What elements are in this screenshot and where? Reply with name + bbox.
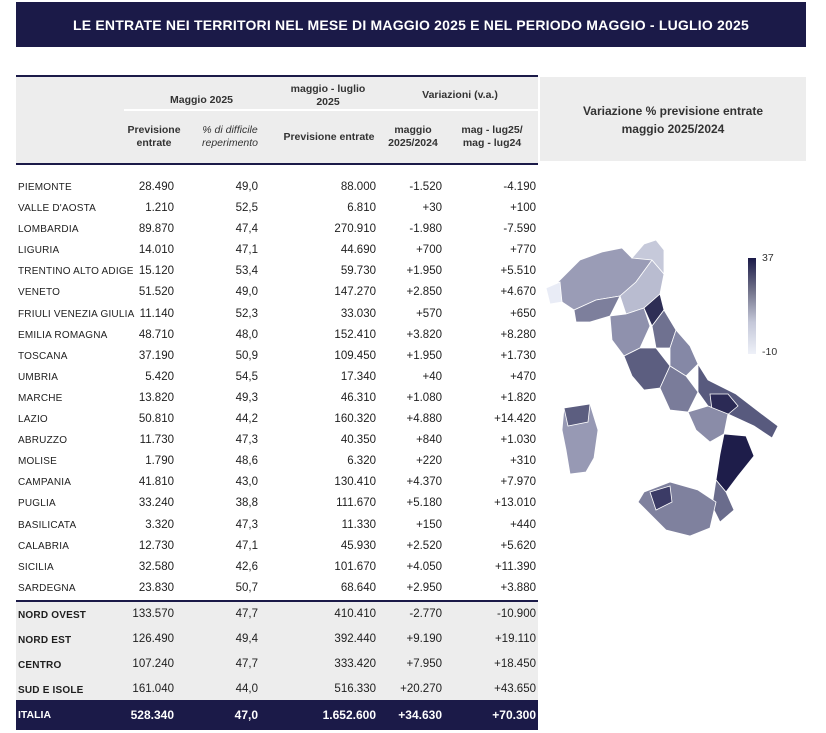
row-var-periodo: +650	[510, 307, 536, 320]
row-previsione: 33.240	[138, 497, 174, 510]
row-difficile: 47,3	[235, 434, 258, 447]
row-region-name: NORD EST	[18, 635, 72, 646]
table-header	[16, 75, 538, 165]
row-previsione: 32.580	[138, 560, 174, 573]
row-difficile: 48,0	[235, 328, 258, 341]
table-row	[16, 516, 538, 537]
map-color-legend	[748, 258, 756, 354]
row-var-mese: +4.050	[406, 560, 442, 573]
header-group-periodo-line2: 2025	[316, 96, 340, 108]
row-var-mese: +3.820	[406, 328, 442, 341]
row-region-name: PUGLIA	[18, 498, 56, 510]
row-var-periodo: +770	[510, 244, 536, 257]
row-periodo: 17.340	[340, 370, 376, 383]
map-area-sicilia	[638, 482, 716, 536]
row-difficile: 44,0	[235, 683, 258, 695]
row-difficile: 54,5	[235, 370, 258, 383]
table-row	[16, 627, 538, 652]
header-difficile-line2: reperimento	[201, 137, 259, 149]
header-difficile-line1: % di difficile	[202, 124, 258, 136]
row-var-periodo: +19.110	[494, 633, 536, 645]
table-row	[16, 389, 538, 410]
row-region-name: PIEMONTE	[18, 182, 72, 193]
row-periodo: 410.410	[334, 608, 376, 620]
row-difficile: 47,1	[235, 539, 258, 552]
row-var-periodo: +11.390	[494, 560, 536, 573]
table-row	[16, 262, 538, 283]
table-row	[16, 473, 538, 494]
row-region-name: VALLE D'AOSTA	[18, 203, 97, 215]
row-difficile: 52,5	[235, 202, 258, 215]
row-previsione: 161.040	[132, 683, 174, 695]
table-row	[16, 199, 538, 220]
table-row	[16, 283, 538, 304]
row-var-periodo: +18.450	[494, 658, 536, 670]
header-periodo: Previsione entrate	[283, 131, 375, 143]
row-var-mese: +4.370	[406, 476, 442, 489]
header-previsione-line1: Previsione	[127, 124, 181, 136]
row-var-mese: +220	[416, 455, 442, 468]
row-difficile: 49,4	[235, 633, 258, 645]
row-region-name: UMBRIA	[18, 371, 59, 383]
row-region-name: SICILIA	[18, 561, 54, 573]
row-var-mese: -1.520	[409, 181, 442, 193]
total-diff: 47,0	[234, 708, 258, 722]
row-periodo: 45.930	[340, 539, 376, 552]
row-var-mese: +2.520	[406, 539, 442, 552]
row-region-name: LIGURIA	[18, 245, 60, 257]
row-periodo: 392.440	[334, 633, 376, 645]
row-var-periodo: -4.190	[503, 181, 536, 193]
row-var-periodo: +4.670	[500, 286, 536, 299]
header-var-periodo-line2: mag - lug24	[462, 137, 522, 149]
row-var-periodo: +440	[510, 518, 536, 531]
row-periodo: 270.910	[334, 223, 376, 236]
row-region-name: TOSCANA	[18, 350, 68, 362]
table-row	[16, 602, 538, 627]
row-region-name: CAMPANIA	[18, 477, 72, 489]
row-difficile: 42,6	[235, 560, 258, 573]
row-periodo: 152.410	[334, 328, 376, 341]
row-previsione: 37.190	[138, 349, 174, 362]
header-var-mese	[380, 124, 446, 150]
table-row	[16, 452, 538, 473]
map-area-calabria-north	[716, 434, 754, 492]
row-region-name: LAZIO	[18, 414, 48, 426]
total-var-periodo: +70.300	[492, 708, 536, 722]
row-var-periodo: +5.510	[500, 265, 536, 278]
table-row	[16, 431, 538, 452]
row-region-name: CALABRIA	[18, 540, 70, 552]
row-var-periodo: +1.730	[500, 349, 536, 362]
row-var-periodo: +14.420	[494, 413, 536, 426]
row-previsione: 89.870	[138, 223, 174, 236]
row-difficile: 47,1	[235, 244, 258, 257]
row-var-mese: +840	[416, 434, 442, 447]
row-var-periodo: +3.880	[500, 581, 536, 594]
row-difficile: 47,7	[235, 608, 258, 620]
row-previsione: 107.240	[132, 658, 174, 670]
map-area-sardegna-north	[564, 404, 590, 426]
row-periodo: 46.310	[340, 391, 376, 404]
row-region-name: TRENTINO ALTO ADIGE	[18, 266, 134, 278]
row-var-mese: -1.980	[409, 223, 442, 236]
row-periodo: 11.330	[341, 518, 376, 531]
row-region-name: BASILICATA	[18, 519, 77, 531]
map-title-line2: maggio 2025/2024	[621, 122, 725, 136]
row-difficile: 47,3	[235, 518, 258, 531]
row-previsione: 50.810	[138, 413, 174, 426]
total-prev: 528.340	[130, 708, 174, 722]
row-var-mese: +700	[416, 244, 442, 257]
row-periodo: 88.000	[340, 181, 376, 193]
row-var-mese: +30	[422, 202, 442, 215]
table-row	[16, 305, 538, 326]
row-region-name: MOLISE	[18, 456, 57, 468]
table-row	[16, 368, 538, 389]
table-row	[16, 178, 538, 199]
row-difficile: 50,7	[235, 581, 258, 594]
table-row	[16, 241, 538, 262]
header-group-variazioni: Variazioni (v.a.)	[422, 89, 498, 101]
row-difficile: 48,6	[235, 455, 258, 468]
row-previsione: 14.010	[138, 244, 174, 257]
table-row	[16, 494, 538, 515]
header-var-mese-line2: 2025/2024	[388, 137, 438, 149]
row-var-mese: +2.850	[406, 286, 442, 299]
row-previsione: 11.140	[139, 307, 174, 320]
row-periodo: 44.690	[340, 244, 376, 257]
row-region-name: NORD OVEST	[18, 610, 87, 621]
table-row	[16, 326, 538, 347]
row-var-mese: -2.770	[409, 608, 442, 620]
row-periodo: 516.330	[334, 683, 376, 695]
row-periodo: 33.030	[340, 307, 376, 320]
row-periodo: 6.320	[347, 455, 376, 468]
row-var-periodo: +13.010	[494, 497, 536, 510]
row-periodo: 59.730	[340, 265, 376, 278]
row-region-name: EMILIA ROMAGNA	[18, 329, 108, 341]
row-difficile: 44,2	[235, 413, 258, 426]
row-previsione: 1.210	[145, 202, 174, 215]
row-var-mese: +5.180	[406, 497, 442, 510]
row-difficile: 43,0	[235, 476, 258, 489]
row-region-name: MARCHE	[18, 392, 63, 404]
table-row	[16, 410, 538, 431]
total-var-mese: +34.630	[398, 708, 442, 722]
row-previsione: 3.320	[145, 518, 174, 531]
row-previsione: 1.790	[145, 455, 174, 468]
total-row	[16, 700, 538, 730]
row-previsione: 51.520	[138, 286, 174, 299]
row-previsione: 133.570	[132, 608, 174, 620]
table-row	[16, 558, 538, 579]
row-difficile: 49,3	[235, 391, 258, 404]
legend-min-label: -10	[762, 346, 778, 358]
row-region-name: CENTRO	[18, 660, 62, 671]
row-periodo: 109.450	[334, 349, 376, 362]
row-periodo: 111.670	[336, 497, 376, 510]
row-var-mese: +150	[416, 518, 442, 531]
row-periodo: 130.410	[334, 476, 376, 489]
row-difficile: 52,3	[235, 307, 258, 320]
header-previsione	[124, 124, 184, 150]
regions-table	[16, 178, 538, 600]
header-group-maggio: Maggio 2025	[169, 94, 234, 106]
row-previsione: 28.490	[138, 181, 174, 193]
aggregates-table	[16, 600, 538, 702]
row-previsione: 126.490	[132, 633, 174, 645]
row-previsione: 11.730	[139, 434, 174, 447]
row-var-periodo: +43.650	[494, 683, 536, 695]
header-group-periodo-line1: maggio - luglio	[290, 83, 366, 95]
row-periodo: 333.420	[334, 658, 376, 670]
row-periodo: 147.270	[334, 286, 376, 299]
table-row	[16, 220, 538, 241]
row-region-name: LOMBARDIA	[18, 224, 79, 236]
row-previsione: 15.120	[138, 265, 174, 278]
map-header	[540, 77, 806, 161]
page-title: LE ENTRATE NEI TERRITORI NEL MESE DI MAGGIO 2025 E NEL PERIODO MAGGIO - LUGLIO 2025	[16, 2, 806, 47]
header-var-periodo	[452, 124, 532, 150]
row-previsione: 12.730	[138, 539, 174, 552]
row-previsione: 13.820	[138, 391, 174, 404]
row-var-periodo: -7.590	[503, 223, 536, 236]
table-row	[16, 652, 538, 677]
header-previsione-line2: entrate	[136, 137, 172, 149]
row-var-mese: +4.880	[406, 413, 442, 426]
row-var-periodo: +310	[510, 455, 536, 468]
row-periodo: 160.320	[334, 413, 376, 426]
row-difficile: 47,4	[235, 223, 258, 236]
row-var-mese: +7.950	[406, 658, 442, 670]
header-var-mese-line1: maggio	[394, 124, 432, 136]
row-periodo: 40.350	[340, 434, 376, 447]
header-var-periodo-line1: mag - lug25/	[461, 124, 523, 136]
row-var-periodo: +470	[510, 370, 536, 383]
row-var-mese: +20.270	[400, 683, 442, 695]
row-difficile: 53,4	[235, 265, 258, 278]
row-var-periodo: +1.820	[500, 391, 536, 404]
row-previsione: 41.810	[138, 476, 174, 489]
row-region-name: FRIULI VENEZIA GIULIA	[18, 308, 135, 320]
row-var-periodo: +1.030	[500, 434, 536, 447]
row-var-periodo: +5.620	[500, 539, 536, 552]
row-region-name: VENETO	[18, 287, 61, 299]
row-var-periodo: +8.280	[500, 328, 536, 341]
total-name: ITALIA	[18, 709, 52, 721]
row-region-name: SUD E ISOLE	[18, 685, 84, 696]
row-var-mese: +1.950	[406, 265, 442, 278]
legend-max-label: 37	[762, 252, 774, 264]
map-title-line1: Variazione % previsione entrate	[582, 104, 764, 118]
map-area-basilicata	[688, 406, 728, 442]
row-var-periodo: +100	[510, 202, 536, 215]
header-divider	[124, 109, 538, 111]
table-row	[16, 537, 538, 558]
row-previsione: 23.830	[138, 581, 174, 594]
row-var-mese: +40	[422, 370, 442, 383]
row-difficile: 38,8	[235, 497, 258, 510]
table-row	[16, 579, 538, 600]
map-area-valle-aosta	[546, 282, 562, 304]
row-var-mese: +2.950	[406, 581, 442, 594]
row-var-mese: +9.190	[406, 633, 442, 645]
row-difficile: 50,9	[235, 349, 258, 362]
row-periodo: 6.810	[347, 202, 376, 215]
row-previsione: 5.420	[145, 370, 174, 383]
total-periodo: 1.652.600	[322, 708, 376, 722]
table-row	[16, 677, 538, 702]
row-periodo: 68.640	[340, 581, 376, 594]
row-region-name: SARDEGNA	[18, 582, 76, 594]
header-difficile	[194, 124, 266, 150]
row-var-mese: +570	[416, 307, 442, 320]
row-var-periodo: -10.900	[496, 608, 536, 620]
row-region-name: ABRUZZO	[18, 435, 68, 447]
row-var-periodo: +7.970	[500, 476, 536, 489]
row-var-mese: +1.950	[406, 349, 442, 362]
header-group-periodo	[274, 83, 382, 109]
row-difficile: 49,0	[235, 286, 258, 299]
table-row	[16, 347, 538, 368]
row-var-mese: +1.080	[406, 391, 442, 404]
row-periodo: 101.670	[334, 560, 376, 573]
row-difficile: 47,7	[235, 658, 258, 670]
row-previsione: 48.710	[138, 328, 174, 341]
row-difficile: 49,0	[235, 181, 258, 193]
